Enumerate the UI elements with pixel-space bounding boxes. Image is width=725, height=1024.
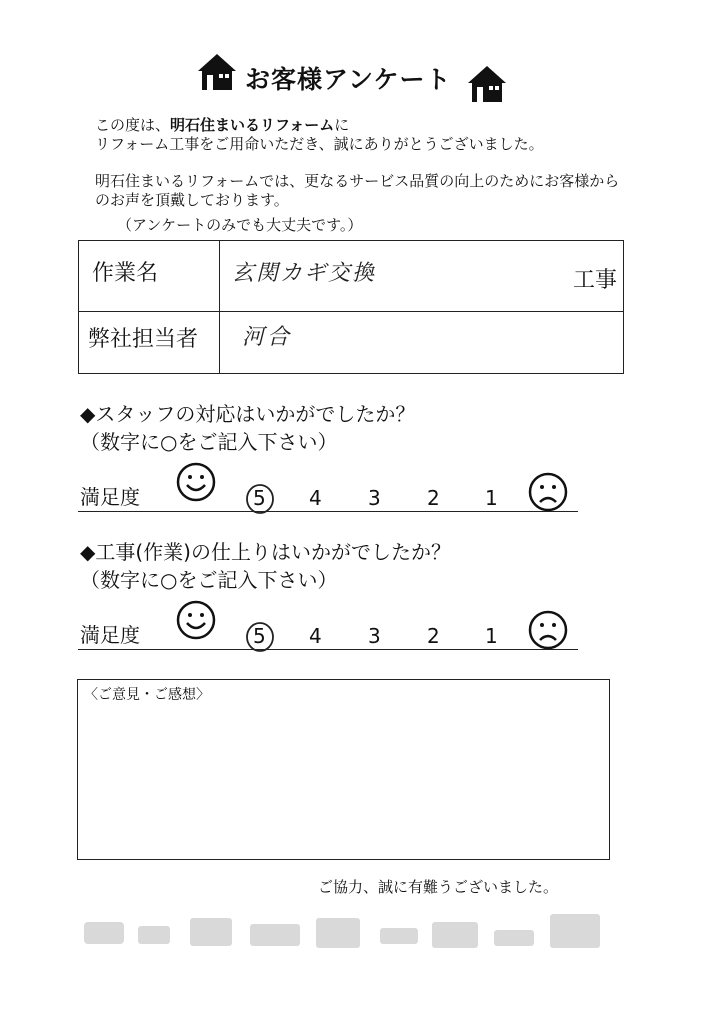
page-title: お客様アンケート [245, 65, 452, 94]
rating-row-1 [78, 458, 598, 518]
thanks-message: ご協力、誠に有難うございました。 [318, 878, 559, 896]
work-name-label: 作業名 [92, 261, 159, 286]
staff-label: 弊社担当者 [88, 327, 199, 352]
rating-5-option[interactable]: 5 [253, 486, 266, 510]
rating-2-option[interactable]: 2 [427, 486, 440, 510]
frown-face-icon [528, 610, 568, 650]
work-name-value[interactable]: 玄関カギ交換 [232, 261, 377, 286]
rating-row-2 [78, 596, 598, 656]
selected-circle [244, 620, 276, 654]
smiley-face-icon [176, 600, 216, 640]
question-1 [80, 400, 415, 456]
intro-line2: リフォーム工事をご用命いただき、誠にありがとうございました。 [95, 135, 544, 153]
house-icon [466, 64, 508, 104]
selected-circle [244, 482, 276, 516]
question-1-text: ◆スタッフの対応はいかがでしたか？ [80, 402, 416, 426]
comments-label: 〈ご意見・ご感想〉 [84, 687, 210, 703]
question-2-instruction: （数字に○をご記入下さい） [80, 568, 338, 592]
question-2-text: ◆工事(作業)の仕上りはいかがでしたか？ [80, 540, 451, 564]
rating-1-option[interactable]: 1 [485, 624, 498, 648]
brand-name: 明石住まいるリフォーム [170, 116, 335, 134]
intro-paragraph-2: 明石住まいるリフォームでは、更なるサービス品質の向上のためにお客様からのお声を頂戴しております。 [95, 172, 620, 209]
satisfaction-label: 満足度 [80, 485, 140, 509]
staff-value[interactable]: 河合 [242, 325, 293, 350]
work-suffix: 工事 [573, 268, 618, 293]
intro-note: （アンケートのみでも大丈夫です。） [117, 216, 363, 234]
rating-1-option[interactable]: 1 [485, 486, 498, 510]
comments-box[interactable] [77, 679, 610, 860]
house-icon [196, 52, 238, 92]
intro-paragraph [95, 116, 544, 154]
rating-2-option[interactable]: 2 [427, 624, 440, 648]
rating-3-option[interactable]: 3 [368, 486, 381, 510]
rating-4-option[interactable]: 4 [309, 486, 322, 510]
intro-line1-pre: この度は、 [95, 116, 171, 134]
question-2 [80, 538, 451, 594]
satisfaction-label: 満足度 [80, 623, 140, 647]
smiley-face-icon [176, 462, 216, 502]
faded-footer-logo [80, 908, 610, 964]
frown-face-icon [528, 472, 568, 512]
intro-line1-post: に [334, 116, 350, 134]
rating-3-option[interactable]: 3 [368, 624, 381, 648]
question-1-instruction: （数字に○をご記入下さい） [80, 430, 338, 454]
rating-5-option[interactable]: 5 [253, 624, 266, 648]
rating-4-option[interactable]: 4 [309, 624, 322, 648]
